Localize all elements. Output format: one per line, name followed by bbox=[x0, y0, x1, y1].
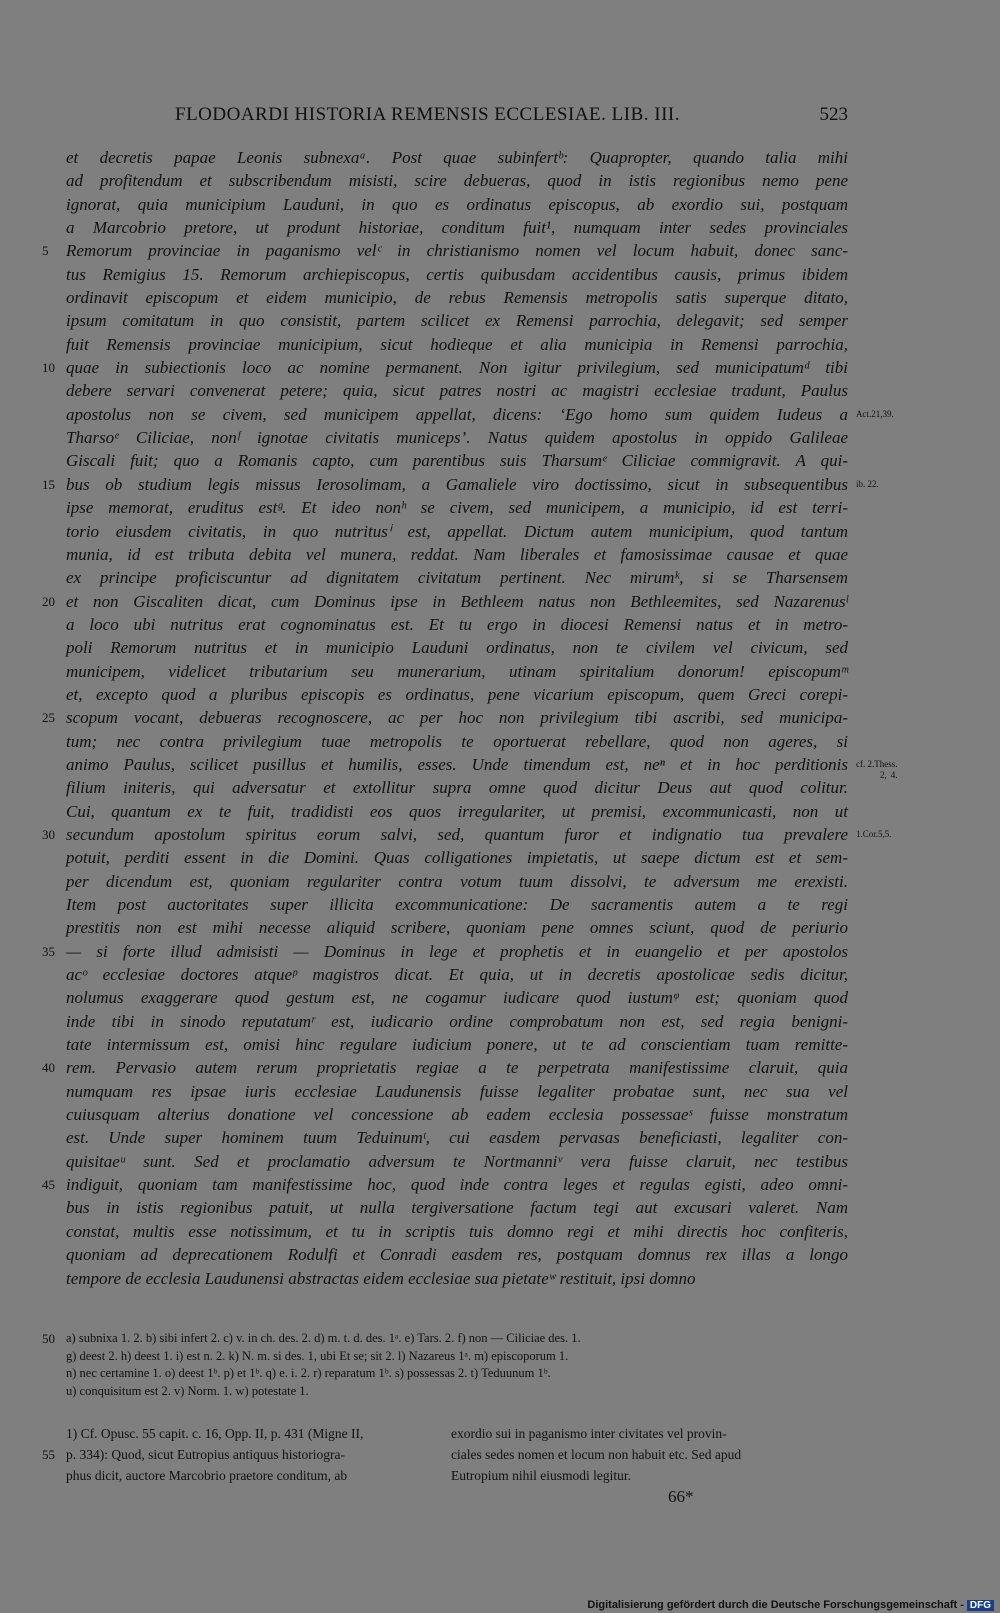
line-number: 25 bbox=[42, 710, 55, 726]
line-text: quisitaeᵘ sunt. Sed et proclamatio adversum te Nortmanniᵛ vera fuisse claruit, nec testibus bbox=[66, 1151, 848, 1171]
text-line bbox=[66, 216, 848, 239]
text-line bbox=[66, 683, 848, 706]
running-title: FLODOARDI HISTORIA REMENSIS ECCLESIAE. LIB. III. bbox=[175, 104, 680, 125]
line-text: cuiusquam alterius donatione vel concessione ab eadem ecclesia possessaeˢ fuisse monstratum bbox=[66, 1105, 848, 1125]
line-number: 40 bbox=[42, 1060, 55, 1076]
text-line bbox=[42, 356, 848, 379]
text-line bbox=[66, 660, 848, 683]
text-line bbox=[66, 1196, 848, 1219]
line-text: a Marcobrio pretore, ut produnt historiae, conditum fuit¹, numquam inter sedes provinciales bbox=[66, 218, 848, 238]
text-line bbox=[66, 1080, 848, 1103]
running-header bbox=[0, 104, 1000, 134]
line-text: Eutropium nihil eiusmodi legitur. bbox=[451, 1468, 631, 1483]
text-line bbox=[66, 566, 848, 589]
line-text: Tharsoᵉ Ciliciae, nonᶠ ignotae civitatis municeps’. Natus quidem apostolus in oppido Galileae bbox=[66, 428, 848, 448]
line-text: et non Giscaliten dicat, cum Dominus ipse in Bethleem natus non Bethleemites, sed Nazarenusˡ bbox=[66, 591, 848, 611]
line-text: debere servari convenerat petere; quia, sicut patres nostri ac magistri ecclesiae tradunt, Paulus bbox=[66, 381, 848, 401]
signature-mark: 66* bbox=[668, 1487, 694, 1506]
text-line bbox=[66, 520, 848, 543]
line-number: 55 bbox=[42, 1447, 55, 1462]
margin-reference: cf. 2.Thess. 2, 4. bbox=[856, 758, 898, 780]
line-text: quoniam ad deprecationem Rodulfi et Conradi easdem res, postquam domnus rex illas a longo bbox=[66, 1245, 848, 1265]
footnote-line bbox=[66, 1423, 446, 1444]
line-number: 30 bbox=[42, 826, 55, 842]
line-text: indiguit, quoniam tam manifestissime hoc, quod inde contra leges et regulas egisti, adeo omni- bbox=[66, 1175, 848, 1195]
margin-reference: ib. 22. bbox=[856, 478, 879, 489]
line-text: constat, multis esse notissimum, et tu in scriptis tuis domno regi et mihi directis hoc confiteris, bbox=[66, 1221, 848, 1241]
line-text: bus ob studium legis missus Ierosolimam, a Gamaliele viro doctissimo, sicut in subsequentibus bbox=[66, 474, 848, 494]
footnote-line bbox=[451, 1423, 831, 1444]
line-text: ipse memorat, eruditus estᵍ. Et ideo nonʰ se civem, sed municipem, a municipio, id est terri- bbox=[66, 498, 848, 518]
text-line bbox=[66, 543, 848, 566]
text-line bbox=[42, 590, 848, 613]
line-text: poli Remorum nutritus et in municipio Lauduni ordinatus, non te civilem vel civicum, sed bbox=[66, 638, 848, 658]
line-number: 45 bbox=[42, 1177, 55, 1193]
text-line bbox=[66, 263, 848, 286]
text-line bbox=[42, 940, 848, 963]
text-line bbox=[66, 426, 848, 449]
text-line bbox=[42, 706, 848, 729]
line-text: tum; nec contra privilegium tuae metropolis te oportuerat rebellare, quod non ageres, si bbox=[66, 731, 848, 751]
line-text: secundum apostolum spiritus eorum salvi, sed, quantum furor et indignatio tua prevalere bbox=[66, 824, 848, 844]
line-text: scopum vocant, debueras recognoscere, ac per hoc non privilegium tibi ascribi, sed municipa- bbox=[66, 708, 848, 728]
line-number: 20 bbox=[42, 593, 55, 609]
text-line bbox=[66, 963, 848, 986]
line-text: a) subnixa 1. 2. b) sibi infert 2. c) v. in ch. des. 2. d) m. t. d. des. 1ᵃ. e) Tars. 2. f) non — Ciliciae des. 1. bbox=[66, 1331, 581, 1345]
line-text: apostolus non se civem, sed municipem appellat, dicens: ‘Ego homo sum quidem Iudeus a bbox=[66, 404, 848, 424]
line-text: g) deest 2. h) deest 1. i) est n. 2. k) N. m. si des. 1, ubi Et se; sit 2. l) Nazareus 1ᵃ. m) episcoporum 1. bbox=[66, 1348, 569, 1363]
line-text: Cui, quantum ex te fuit, tradidisti eos quos irregulariter, ut premisi, excommunicasti, non ut bbox=[66, 801, 848, 821]
apparatus-line bbox=[42, 1330, 856, 1348]
margin-reference: 1.Cor.5,5. bbox=[856, 828, 892, 839]
line-text: ignorat, quia municipium Lauduni, in quo es ordinatus episcopus, ab exordio sui, postquam bbox=[66, 194, 848, 214]
line-text: quae in subiectionis loco ac nomine permanent. Non igitur privilegium, sed municipatumᵈ tibi bbox=[66, 358, 848, 378]
text-line bbox=[66, 776, 848, 799]
apparatus-line bbox=[66, 1383, 856, 1401]
footnote-right-column bbox=[451, 1423, 831, 1486]
line-text: et decretis papae Leonis subnexaᵃ. Post quae subinfertᵇ: Quapropter, quando talia mihi bbox=[66, 148, 848, 167]
text-line bbox=[66, 1150, 848, 1173]
line-number: 15 bbox=[42, 476, 55, 492]
line-text: numquam res ipsae iuris ecclesiae Laudunensis fuisse legaliter probatae sunt, nec sua vel bbox=[66, 1081, 848, 1101]
text-line bbox=[66, 286, 848, 309]
text-line bbox=[66, 730, 848, 753]
text-line bbox=[42, 473, 879, 496]
text-line bbox=[66, 636, 848, 659]
text-line bbox=[66, 1267, 848, 1290]
line-text: ciales sedes nomen et locum non habuit etc. Sed apud bbox=[451, 1447, 742, 1462]
text-line bbox=[66, 146, 848, 169]
footnote-line bbox=[42, 1444, 446, 1465]
text-line bbox=[42, 1173, 848, 1196]
line-text: torio eiusdem civitatis, in quo nutritusⁱ est, appellat. Dictum autem municipium, quod tantum bbox=[66, 521, 848, 541]
line-text: potuit, perditi essent in die Domini. Quas colligationes impietatis, ut saepe dictum est et sem- bbox=[66, 848, 848, 868]
line-text: bus in istis regionibus patuit, ut nulla tergiversatione factum tegi aut excusari valeret. Nam bbox=[66, 1198, 848, 1218]
text-line bbox=[66, 1103, 848, 1126]
line-text: a loco ubi nutritus erat cognominatus est. Et tu ergo in diocesi Remensi natus et in metro- bbox=[66, 614, 848, 634]
text-line bbox=[66, 403, 894, 426]
line-number: 5 bbox=[42, 243, 49, 259]
apparatus-line bbox=[66, 1365, 856, 1383]
line-text: tempore de ecclesia Laudunensi abstractas eidem ecclesiae sua pietateʷ restituit, ipsi domno bbox=[66, 1268, 696, 1288]
footnote-left-column bbox=[42, 1423, 446, 1486]
line-text: — si forte illud admisisti — Dominus in lege et prophetis et in euangelio et per apostolos bbox=[66, 941, 848, 961]
text-line bbox=[66, 1010, 848, 1033]
text-line bbox=[42, 1056, 848, 1079]
text-line bbox=[66, 846, 848, 869]
line-text: p. 334): Quod, sicut Eutropius antiquus historiogra- bbox=[66, 1447, 345, 1462]
line-text: Giscali fuit; quo a Romanis capto, cum parentibus suis Tharsumᵉ Ciliciae commigravit. A qui- bbox=[66, 451, 848, 471]
line-text: prestitis non est mihi necesse aliquid scribere, quoniam pene omnes sciunt, quod de periurio bbox=[66, 918, 848, 938]
text-line bbox=[66, 169, 848, 192]
line-text: filium initeris, qui adversatur et extollitur supra omne quod dicitur Deus aut quod colitur. bbox=[66, 778, 848, 798]
line-text: munia, id est tributa debita vel munera, reddat. Nam liberales et famosissimae causae et quae bbox=[66, 544, 848, 564]
line-text: phus dicit, auctore Marcobrio praetore conditum, ab bbox=[66, 1468, 348, 1483]
line-text: tate intermissum est, omisi hinc regulare iudicium ponere, ut te ad conscientiam tuam remitte- bbox=[66, 1035, 848, 1055]
line-number: 10 bbox=[42, 360, 55, 376]
digitization-credit bbox=[587, 1599, 994, 1611]
credit-text: Digitalisierung gefördert durch die Deutsche Forschungsgemeinschaft - bbox=[587, 1599, 964, 1611]
line-text: tus Remigius 15. Remorum archiepiscopus, certis quibusdam accidentibus causis, primus ibidem bbox=[66, 264, 848, 284]
page-number: 523 bbox=[819, 104, 848, 125]
text-line bbox=[66, 893, 848, 916]
line-text: ipsum comitatum in quo consistit, partem scilicet ex Remensi parrochia, delegavit; sed semper bbox=[66, 311, 848, 331]
line-text: 1) Cf. Opusc. 55 capit. c. 16, Opp. II, p. 431 (Migne II, bbox=[66, 1426, 364, 1441]
text-line bbox=[66, 753, 898, 780]
text-line bbox=[66, 1243, 848, 1266]
line-text: Item post auctoritates super illicita excommunicatione: De sacramentis autem a te regi bbox=[66, 895, 848, 914]
footnote-line bbox=[451, 1465, 831, 1486]
line-text: inde tibi in sinodo reputatumʳ est, iudicario ordine comprobatum non est, sed regia benigni- bbox=[66, 1011, 848, 1031]
line-text: ad profitendum et subscribendum misisti, scire debueras, quod in istis regionibus nemo pene bbox=[66, 171, 848, 191]
footnote-line bbox=[66, 1465, 446, 1486]
text-line bbox=[42, 239, 848, 262]
dfg-logo: DFG bbox=[967, 1600, 994, 1611]
line-text: rem. Pervasio autem rerum proprietatis regiae a te perpetrata manifestissime claruit, quia bbox=[66, 1058, 848, 1078]
main-text bbox=[42, 146, 898, 1290]
line-text: nolumus exaggerare quod gestum est, ne cogamur iudicare quod iustumᵠ est; quoniam quod bbox=[66, 988, 848, 1008]
line-text: municipem, videlicet tributarium seu munerarium, utinam spiritalium donorum! episcopumᵐ bbox=[66, 661, 848, 681]
text-line bbox=[66, 1033, 848, 1056]
text-line bbox=[66, 193, 848, 216]
text-line bbox=[66, 1126, 848, 1149]
line-text: est. Unde super hominem tuum Teduinumᵗ, cui easdem pervasas beneficiasti, legaliter con- bbox=[66, 1128, 848, 1148]
line-text: per dicendum est, quoniam regulariter contra votum tuum dissolvi, te adversum me erexisti. bbox=[66, 871, 848, 891]
line-text: acᵒ ecclesiae doctores atqueᵖ magistros dicat. Et quia, ut in decretis apostolicae sedis dicitur, bbox=[66, 965, 848, 985]
text-line bbox=[66, 986, 848, 1009]
text-line bbox=[66, 379, 848, 402]
line-text: ordinavit episcopum et eidem municipio, de rebus Remensis metropolis satis superque ditato, bbox=[66, 288, 848, 308]
footnote-line bbox=[451, 1444, 831, 1465]
line-text: ex principe proficiscuntur ad dignitatem civitatum pertinent. Nec mirumᵏ, si se Tharsensem bbox=[66, 568, 848, 588]
text-line bbox=[66, 916, 848, 939]
text-line bbox=[66, 613, 848, 636]
text-line bbox=[66, 449, 848, 472]
line-text: n) nec certamine 1. o) deest 1ᵇ. p) et 1ᵇ. q) e. i. 2. r) reparatum 1ᵇ. s) possessas 2. t) Teduunum 1ᵇ. bbox=[66, 1366, 551, 1380]
line-number: 50 bbox=[42, 1331, 55, 1346]
text-line bbox=[66, 870, 848, 893]
line-number: 35 bbox=[42, 943, 55, 959]
text-line bbox=[66, 333, 848, 356]
line-text: u) conquisitum est 2. v) Norm. 1. w) potestate 1. bbox=[66, 1383, 309, 1398]
line-text: animo Paulus, scilicet pusillus et humilis, esses. Unde timendum est, neⁿ et in hoc perditionis bbox=[66, 754, 848, 774]
critical-apparatus bbox=[42, 1330, 856, 1400]
apparatus-line bbox=[66, 1348, 856, 1366]
text-line bbox=[42, 823, 892, 846]
line-text: exordio sui in paganismo inter civitates vel provin- bbox=[451, 1426, 727, 1441]
text-line bbox=[66, 496, 848, 519]
line-text: et, excepto quod a pluribus episcopis es ordinatus, pene vicarium episcopum, quem Greci corepi- bbox=[66, 684, 848, 704]
margin-reference: Act.21,39. bbox=[856, 408, 894, 419]
line-text: Remorum provinciae in paganismo velᶜ in christianismo nomen vel locum habuit, donec sanc- bbox=[66, 241, 848, 261]
text-line bbox=[66, 309, 848, 332]
line-text: fuit Remensis provinciae municipium, sicut hodieque et alia municipia in Remensi parrochia, bbox=[66, 334, 848, 354]
text-line bbox=[66, 800, 848, 823]
text-line bbox=[66, 1220, 848, 1243]
